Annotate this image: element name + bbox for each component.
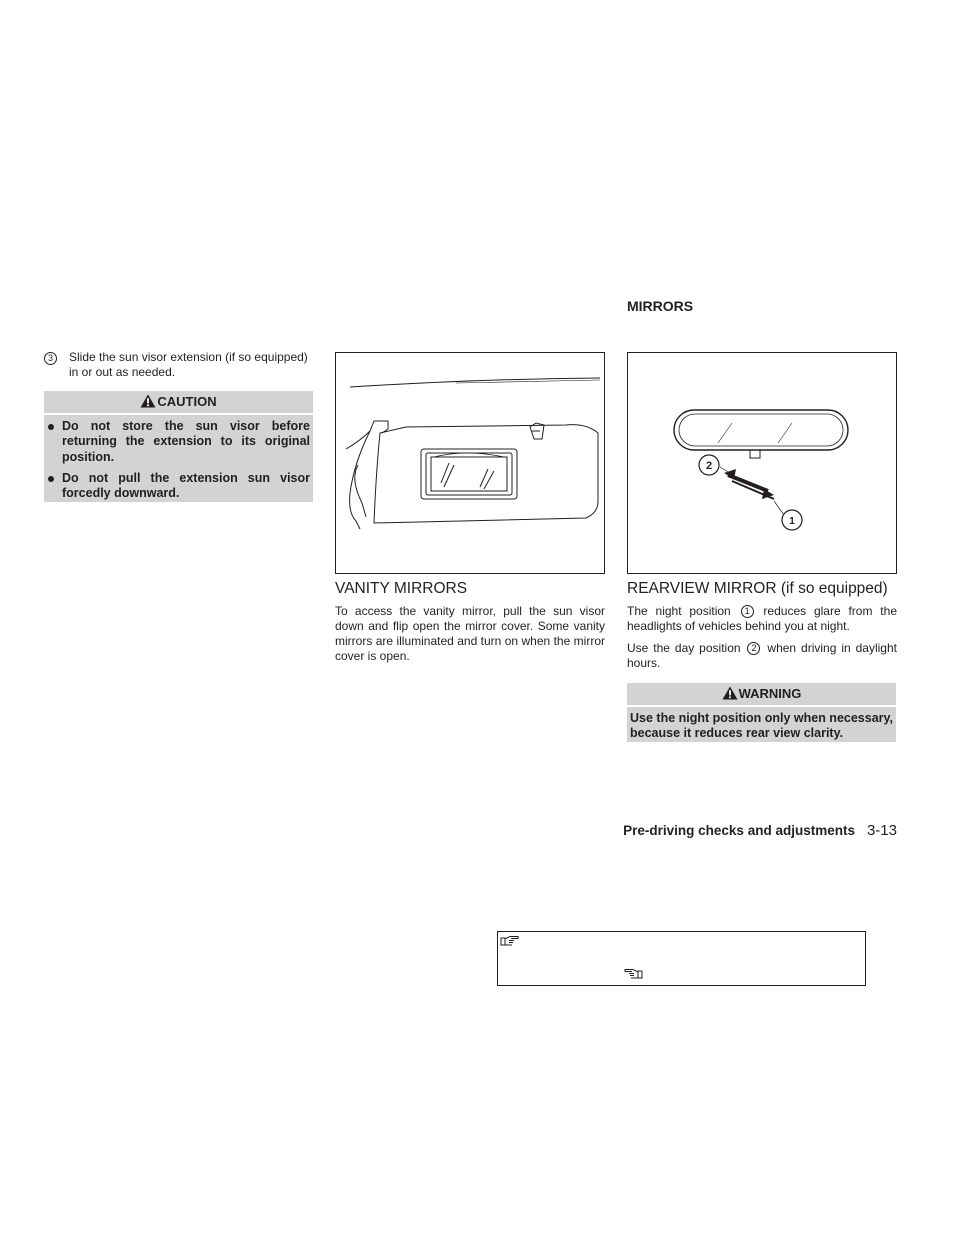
night-position-number: 1 <box>741 605 754 618</box>
caution-list <box>44 415 313 506</box>
step-number: 3 <box>44 351 57 366</box>
warning-text: Use the night position only when necessary, because it reduces rear view clarity. <box>630 711 894 741</box>
vanity-mirrors-title: VANITY MIRRORS <box>335 580 468 597</box>
caution-header <box>44 391 313 415</box>
rearview-mirror-illustration <box>628 353 896 573</box>
page-footer <box>623 822 897 839</box>
caution-item: Do not store the sun visor before returning the extension to its original position. <box>47 419 310 465</box>
sun-visor-step <box>44 350 314 380</box>
warning-triangle-icon <box>140 394 156 411</box>
vanity-mirrors-body: To access the vanity mirror, pull the sun visor down and flip open the mirror cover. Some vanity mirrors are illuminated and turn on when the mirror cover is open. <box>335 604 605 663</box>
warning-triangle-icon <box>722 686 738 703</box>
bullet-icon <box>48 424 54 430</box>
mirrors-heading: MIRRORS <box>627 298 694 314</box>
section-title: Pre-driving checks and adjustments <box>623 823 855 838</box>
rearview-mirror-figure <box>627 352 897 574</box>
pointing-hand-icon <box>500 934 520 952</box>
bullet-icon <box>48 476 54 482</box>
caution-label: CAUTION <box>157 394 217 409</box>
step-text: Slide the sun visor extension (if so equipped) in or out as needed. <box>69 350 308 379</box>
vanity-mirror-figure <box>335 352 605 574</box>
day-position-number: 2 <box>747 642 760 655</box>
caution-box <box>44 391 313 502</box>
day-position-text: Use the day position 2 when driving in daylight hours. <box>627 641 897 670</box>
warning-box <box>627 683 896 742</box>
night-position-label: 1 <box>789 516 795 527</box>
rearview-mirror-title: REARVIEW MIRROR (if so equipped) <box>627 580 888 597</box>
sun-visor-illustration <box>336 353 604 573</box>
night-position-text: The night position 1 reduces glare from the headlights of vehicles behind you at night. <box>627 604 897 633</box>
reference-box <box>497 931 866 986</box>
caution-item: Do not pull the extension sun visor forcedly downward. <box>47 471 310 502</box>
warning-label: WARNING <box>738 686 802 701</box>
page-number: 3-13 <box>866 822 897 839</box>
day-position-label: 2 <box>705 460 713 472</box>
warning-header <box>627 683 896 707</box>
pointing-hand-icon <box>623 967 643 985</box>
